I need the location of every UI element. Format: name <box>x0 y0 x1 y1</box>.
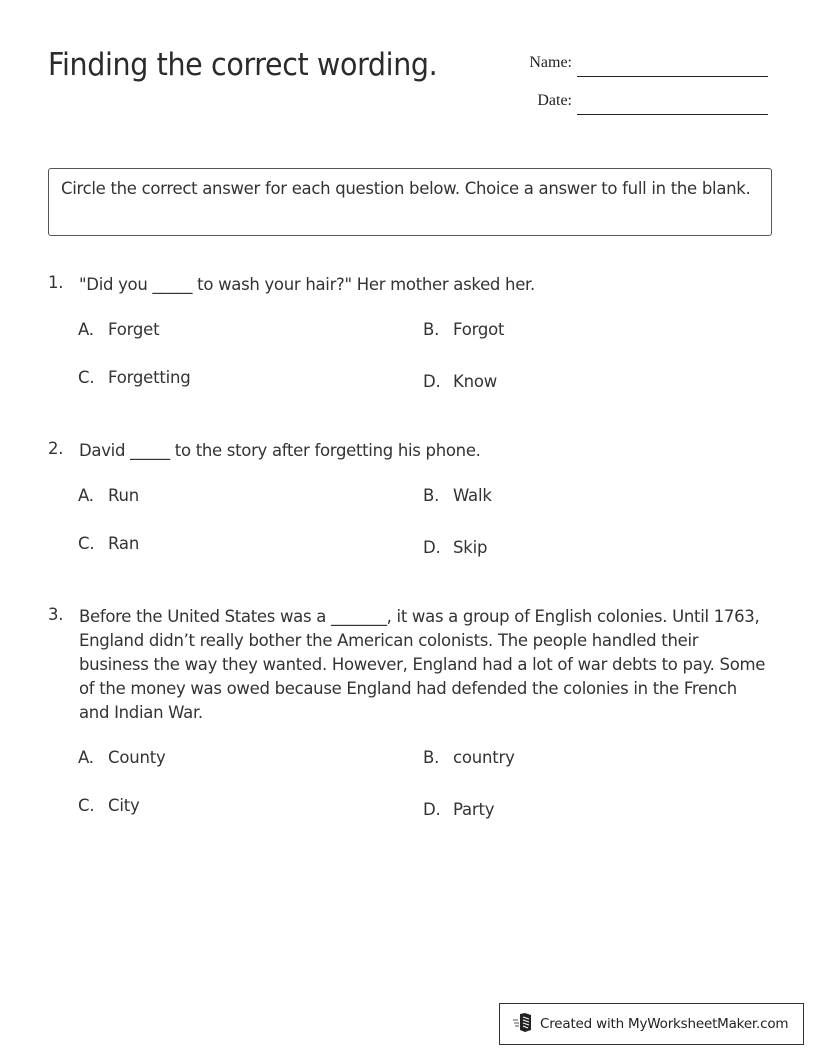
option-text: Know <box>453 372 498 391</box>
option-3d[interactable] <box>423 800 494 819</box>
name-label: Name: <box>529 54 572 71</box>
name-field <box>490 54 572 74</box>
option-1c[interactable] <box>78 368 191 387</box>
option-letter: C. <box>78 534 95 553</box>
option-1d[interactable] <box>423 372 497 391</box>
option-2c[interactable] <box>78 534 139 553</box>
option-letter: D. <box>423 800 441 819</box>
question-text: "Did you _____ to wash your hair?" Her mother asked her. <box>79 275 535 294</box>
date-field <box>490 92 572 112</box>
option-text: Forgot <box>453 320 505 339</box>
option-letter: B. <box>423 748 440 767</box>
option-text: Party <box>453 800 495 819</box>
question-number: 2. <box>48 439 64 458</box>
option-letter: A. <box>78 486 94 505</box>
option-text: Ran <box>108 534 140 553</box>
option-3a[interactable] <box>78 748 166 767</box>
question-text: Before the United States was a _______, it was a group of English colonies. Until 1763, England didn’t really bother the American colonists. The people handled their business the way they wanted. However, England had a lot of war debts to pay. Some of the money was owed because England had defended the colonies in the French and Indian War. <box>79 607 766 722</box>
option-2a[interactable] <box>78 486 139 505</box>
question-number: 3. <box>48 605 64 624</box>
question-text: David _____ to the story after forgetting his phone. <box>79 441 481 460</box>
option-letter: C. <box>78 796 95 815</box>
option-3b[interactable] <box>423 748 515 767</box>
footer-credit[interactable] <box>499 1003 804 1045</box>
option-3c[interactable] <box>78 796 140 815</box>
date-label: Date: <box>537 92 572 109</box>
footer-text: Created with MyWorksheetMaker.com <box>540 1016 789 1032</box>
option-text: County <box>108 748 166 767</box>
name-line[interactable] <box>577 76 768 77</box>
option-2b[interactable] <box>423 486 492 505</box>
option-text: country <box>453 748 515 767</box>
option-1a[interactable] <box>78 320 159 339</box>
option-2d[interactable] <box>423 538 487 557</box>
option-text: Forgetting <box>108 368 191 387</box>
option-1b[interactable] <box>423 320 504 339</box>
page-title: Finding the correct wording. <box>48 47 438 83</box>
option-letter: A. <box>78 748 94 767</box>
option-letter: A. <box>78 320 94 339</box>
option-letter: C. <box>78 368 95 387</box>
worksheet-maker-logo-icon <box>512 1011 540 1037</box>
option-text: Forget <box>108 320 160 339</box>
option-letter: B. <box>423 486 440 505</box>
date-line[interactable] <box>577 114 768 115</box>
option-letter: B. <box>423 320 440 339</box>
option-text: Skip <box>453 538 488 557</box>
option-letter: D. <box>423 372 441 391</box>
question-number: 1. <box>48 273 64 292</box>
option-text: Run <box>108 486 140 505</box>
option-text: Walk <box>453 486 492 505</box>
instructions-box: Circle the correct answer for each question below. Choice a answer to full in the blank. <box>48 168 772 236</box>
option-text: City <box>108 796 140 815</box>
option-letter: D. <box>423 538 441 557</box>
